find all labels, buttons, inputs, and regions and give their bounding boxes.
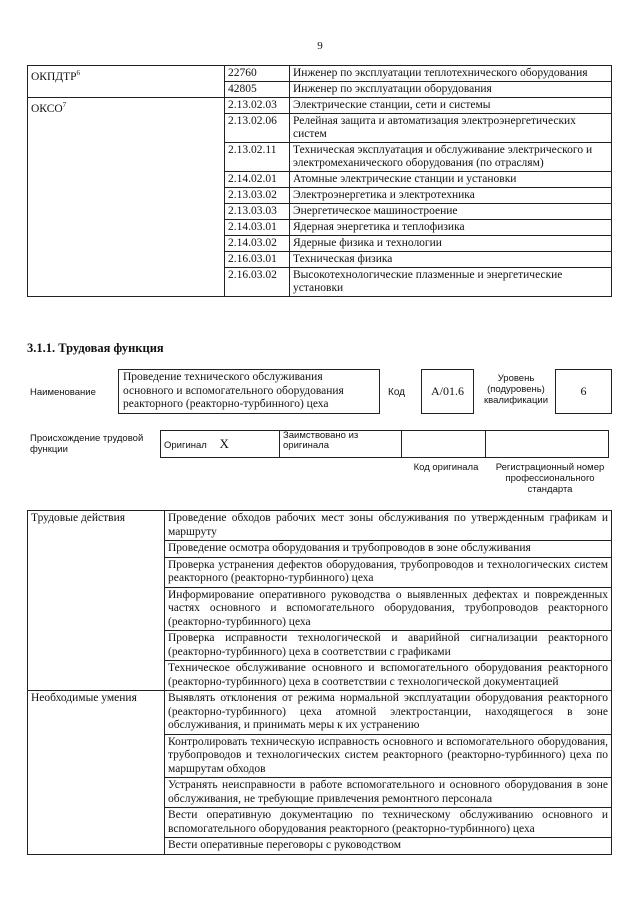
name-cell: Инженер по эксплуатации теплотехнического оборудования: [290, 66, 612, 82]
original-code-label: Код оригинала: [413, 462, 479, 473]
code-cell: 2.13.03.03: [225, 204, 290, 220]
skills-label: Необходимые умения: [28, 691, 165, 855]
table-row: [28, 98, 612, 114]
function-code: A/01.6: [421, 369, 474, 414]
list-item: Проведение обходов рабочих мест зоны обслуживания по утвержденным графикам и маршруту: [165, 511, 612, 541]
borrowed-cell: Заимствовано из оригинала: [280, 431, 402, 458]
list-item: Проверка исправности технологической и аварийной сигнализации реакторного (реакторно-турбинного) цеха в соответствии с графиками: [165, 631, 612, 661]
list-item: Вести оперативную документацию по техническому обслуживанию основного и вспомогательного оборудования реакторного (реакторно-турбинного) цеха: [165, 808, 612, 838]
code-cell: 2.14.03.01: [225, 220, 290, 236]
list-item: Информирование оперативного руководства о выявленных дефектах и поврежденных частях основного и вспомогательного оборудования, трубопроводов реакторного (реакторно-турбинного) цеха: [165, 587, 612, 631]
level-label: Уровень (подуровень) квалификации: [483, 373, 549, 406]
origin-table: [160, 430, 609, 458]
section-title: 3.1.1. Трудовая функция: [27, 341, 164, 355]
name-cell: Ядерная энергетика и теплофизика: [290, 220, 612, 236]
name-cell: Электроэнергетика и электротехника: [290, 188, 612, 204]
name-cell: Ядерные физика и технологии: [290, 236, 612, 252]
name-cell: Электрические станции, сети и системы: [290, 98, 612, 114]
name-cell: Высокотехнологические плазменные и энергетические установки: [290, 268, 612, 297]
code-cell: 42805: [225, 82, 290, 98]
table-row: [28, 691, 612, 735]
code-cell: 22760: [225, 66, 290, 82]
table-row: [161, 431, 609, 458]
original-code-cell: [402, 431, 486, 458]
name-cell: Атомные электрические станции и установки: [290, 172, 612, 188]
original-cell: [161, 431, 280, 458]
code-label: Код: [388, 387, 406, 398]
code-cell: 2.13.03.02: [225, 188, 290, 204]
code-cell: 2.16.03.02: [225, 268, 290, 297]
function-name: Проведение технического обслуживания основного и вспомогательного оборудования реакторного (реакторно-турбинного) цеха: [118, 369, 380, 414]
activity-table: [27, 510, 612, 855]
original-mark: X: [219, 436, 229, 451]
original-label: Оригинал: [164, 440, 207, 451]
list-item: Устранять неисправности в работе вспомогательного и основного оборудования в зоне обслуживания, не требующие привлечения ремонтного персонала: [165, 778, 612, 808]
page-number: 9: [317, 40, 323, 52]
list-item: Проверка устранения дефектов оборудования, трубопроводов и технологических систем реакторного (реакторно-турбинного) цеха: [165, 557, 612, 587]
name-cell: Техническая эксплуатация и обслуживание электрического и электромеханического оборудования (по отраслям): [290, 143, 612, 172]
name-label: Наименование: [30, 387, 96, 398]
reg-number-cell: [486, 431, 609, 458]
labor-actions-label: Трудовые действия: [28, 511, 165, 691]
qualification-level: 6: [555, 369, 612, 414]
code-cell: 2.14.02.01: [225, 172, 290, 188]
origin-label: Происхождение трудовой функции: [30, 433, 144, 455]
name-cell: Инженер по эксплуатации оборудования: [290, 82, 612, 98]
okpdtr-group-cell: ОКПДТР$^6$: [28, 66, 225, 98]
name-cell: Релейная защита и автоматизация электроэнергетических систем: [290, 114, 612, 143]
table-row: [28, 511, 612, 541]
okso-group-cell: ОКСО$^7$: [28, 98, 225, 297]
code-cell: 2.13.02.03: [225, 98, 290, 114]
list-item: Проведение осмотра оборудования и трубопроводов в зоне обслуживания: [165, 541, 612, 558]
code-cell: 2.14.03.02: [225, 236, 290, 252]
list-item: Техническое обслуживание основного и вспомогательного оборудования реакторного (реакторно-турбинного) цеха в соответствии с технологической документацией: [165, 661, 612, 691]
classification-table: [27, 65, 612, 297]
code-cell: 2.13.02.11: [225, 143, 290, 172]
list-item: Выявлять отклонения от режима нормальной эксплуатации оборудования реакторного (реакторно-турбинного) цеха атомной электростанции, находящегося в зоне обслуживания, и принимать меры к их устранению: [165, 691, 612, 735]
table-row: [28, 66, 612, 82]
name-cell: Энергетическое машиностроение: [290, 204, 612, 220]
name-cell: Техническая физика: [290, 252, 612, 268]
list-item: Вести оперативные переговоры с руководством: [165, 838, 612, 855]
code-cell: 2.16.03.01: [225, 252, 290, 268]
reg-number-label: Регистрационный номер профессионального стандарта: [495, 462, 605, 495]
code-cell: 2.13.02.06: [225, 114, 290, 143]
list-item: Контролировать техническую исправность основного и вспомогательного оборудования, трубопроводов и технологических систем реакторного (реакторно-турбинного) цеха по маршрутам обходов: [165, 734, 612, 778]
